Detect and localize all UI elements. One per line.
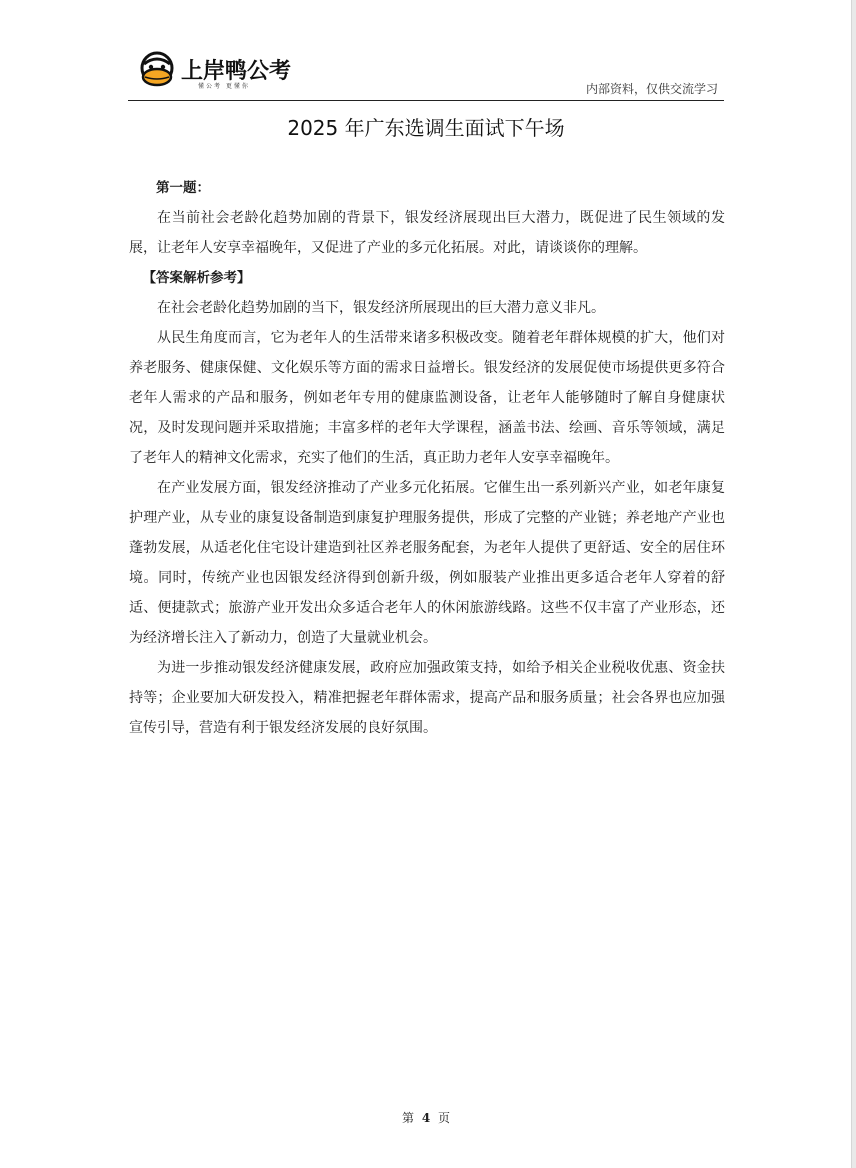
answer-paragraph-industry: 在产业发展方面，银发经济推动了产业多元化拓展。它催生出一系列新兴产业，如老年康复护理产业，从专业的康复设备制造到康复护理服务提供，形成了完整的产业链；养老地产产业也蓬勃发展，从适老化住宅设计建造到社区养老服务配套，为老年人提供了更舒适、安全的居住环境。同时，传统产业也因银发经济得到创新升级，例如服装产业推出更多适合老年人穿着的舒适、便捷款式；旅游产业开发出众多适合老年人的休闲旅游线路。这些不仅丰富了产业形态，还为经济增长注入了新动力，创造了大量就业机会。: [129, 480, 725, 646]
question-heading: 第一题：: [156, 180, 210, 196]
answer-paragraph-intro: 在社会老龄化趋势加剧的当下，银发经济所展现出的巨大潜力意义非凡。: [157, 300, 605, 316]
internal-use-note: 内部资料，仅供交流学习: [585, 82, 718, 96]
document-title: 2025 年广东选调生面试下午场: [287, 116, 565, 140]
page-footer: [128, 1109, 724, 1126]
document-body: [129, 173, 725, 743]
answer-paragraph-livelihood: 从民生角度而言，它为老年人的生活带来诸多积极改变。随着老年群体规模的扩大，他们对养老服务、健康保健、文化娱乐等方面的需求日益增长。银发经济的发展促使市场提供更多符合老年人需求的产品和服务，例如老年专用的健康监测设备，让老年人能够随时了解自身健康状况，及时发现问题并采取措施；丰富多样的老年大学课程，涵盖书法、绘画、音乐等领域，满足了老年人的精神文化需求，充实了他们的生活，真正助力老年人安享幸福晚年。: [129, 330, 725, 466]
brand-slogan: 懂公考 更懂你: [198, 83, 250, 90]
page-edge: [851, 0, 856, 1168]
brand-name: 上岸鸭公考: [181, 59, 292, 84]
answer-paragraph-measures: 为进一步推动银发经济健康发展，政府应加强政策支持，如给予相关企业税收优惠、资金扶持等；企业要加大研发投入，精准把握老年群体需求，提高产品和服务质量；社会各界也应加强宣传引导，营造有利于银发经济发展的良好氛围。: [129, 660, 725, 736]
page-header: [128, 46, 724, 101]
brand-logo: [136, 48, 306, 94]
page-number: 4: [421, 1111, 431, 1125]
page-number-prefix: 第: [401, 1111, 414, 1125]
answer-heading: 【答案解析参考】: [142, 270, 251, 286]
question-text: 在当前社会老龄化趋势加剧的背景下，银发经济展现出巨大潜力，既促进了民生领域的发展，让老年人安享幸福晚年，又促进了产业的多元化拓展。对此，请谈谈你的理解。: [129, 210, 725, 256]
duck-logo-icon: [136, 50, 178, 92]
page-number-suffix: 页: [438, 1111, 451, 1125]
